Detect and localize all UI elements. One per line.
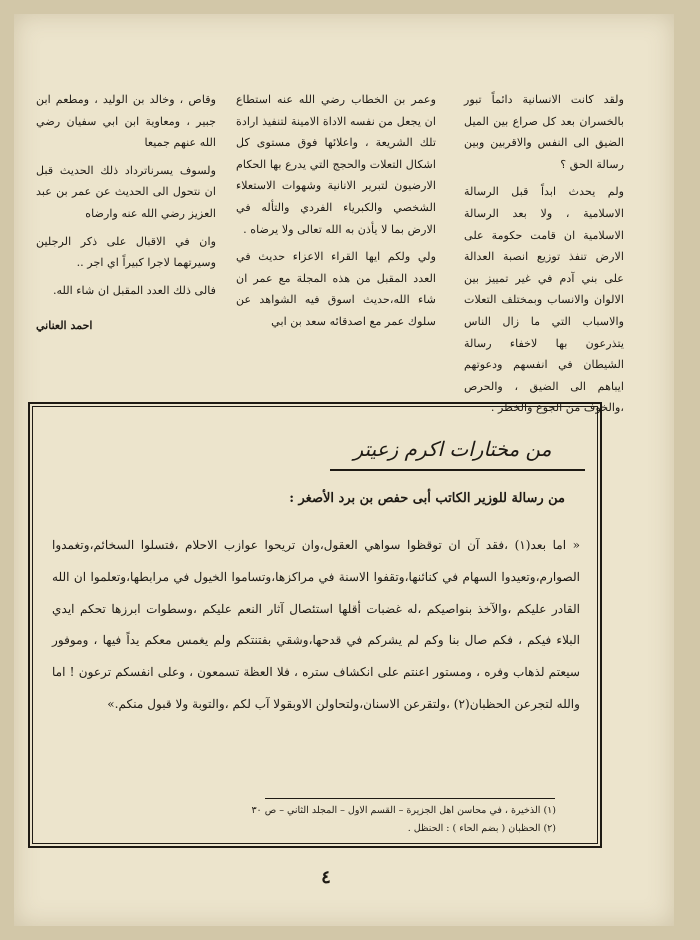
paragraph: وان في الاقبال على ذكر الرجلين وسيرتهما لاجرا كبيراً اي اجر .. <box>36 234 216 270</box>
journal-page <box>14 14 674 926</box>
paragraph: ولم يحدث ابداً قبل الرسالة الاسلامية ، ولا بعد الرسالة الاسلامية ان قامت حكومة على الارض تنفذ توزيع انصبة العدالة على بني آدم في غير تمييز بين الالوان والانساب وبمختلف التعلات والاسباب التي ما زال الناس يتذرعون بها لاخفاء رسالة الشيطان في انفسهم ودعوتهم ايباهم الى الضيق ، والحرص ،والخوف من الجوع والخطر . <box>464 185 624 415</box>
paragraph: وعمر بن الخطاب رضي الله عنه استطاع ان يجعل من نفسه الاداة الامينة لتنفيذ ارادة تلك الشريعة ، واعلائها فوق مستوى كل اشكال التعلات والحجج التي يدرع بها الحكام الارضيون لتبرير الانانية وشهوات الاستعلاء الشخصي والكبرياء الفردي والتأله في الارض بما لا يأذن به الله تعالى ولا يرضاه . <box>236 93 436 236</box>
footnote: (١) الذخيرة ، في محاسن اهل الجزيرة – القسم الاول – المجلد الثاني – ص ٣٠ <box>251 805 556 816</box>
paragraph: فالى ذلك العدد المقبل ان شاء الله. <box>52 283 216 297</box>
page-number: ٤ <box>321 867 331 888</box>
box-subheading: من رسالة للوزير الكاتب أبى حفص بن برد الأصغر : <box>289 491 565 506</box>
footnote-divider <box>265 798 555 799</box>
box-title: من مختارات اكرم زعيتر <box>353 437 552 461</box>
paragraph: ولي ولكم ايها القراء الاعزاء حديث في العدد المقبل من هذه المجلة مع عمر ان شاء الله،حديث اسوق فيه الشواهد عن سلوك عمر مع اصدقائه سعد بن ابي <box>236 250 436 328</box>
footnote: (٢) الحظبان ( بضم الحاء ) : الحنظل . <box>407 823 556 834</box>
footnotes <box>130 802 556 838</box>
article-column-left <box>36 89 216 337</box>
paragraph: وقاص ، وخالد بن الوليد ، ومطعم ابن جبير ، ومعاوية ابن ابي سفيان رضي الله عنهم جميعا <box>36 93 216 150</box>
article-column-right <box>464 89 624 425</box>
selection-box <box>28 402 602 848</box>
paragraph: ولقد كانت الانسانية دائماً تبور بالخسران بعد كل صراع بين الميل الضيق الى النفس والاقربين وبين رسالة الحق ؟ <box>464 93 624 171</box>
title-underline <box>330 469 585 471</box>
paragraph: ولسوف يسرناترداد ذلك الحديث قبل ان نتحول الى الحديث عن عمر بن عبد العزيز رضي الله عنه وارضاه <box>36 163 216 220</box>
quoted-letter: « اما بعد(١) ،فقد آن ان توقظوا سواهي العقول،وان تريحوا عوازب الاحلام ،فتسلوا السخائم،وتغمدوا الصوارم،وتعيدوا السهام في كنائنها،وتقفوا الاسنة في مراكزها،وتساموا الخيول في مرابطها،وتعلموا ان الله القادر عليكم ،والآخذ بنواصيكم ،له غضبات أقلها استئصال آثار النعم عليكم ،وسطوات ابرزها تحكم ايدي البلاء فيكم ، فكم صال بنا وكم لم يشركم في قدحها،وشقي بفتنتكم ولم يغمس معكم يداً فيها ، وموفور سيعتم لذهاب وفره ، ومستور اعنتم على انكشاف ستره ، فلا العظة تسمعون ، وعلى انفسكم ترعون ! اما والله لتجرعن الحظبان(٢) ،ولتقرعن الاسنان،ولتحاولن الاوبقولا آب لكم ،والتوبة ولا قبول منكم.» <box>52 538 580 711</box>
author-signature: احمد العناني <box>36 319 93 333</box>
article-column-middle <box>236 89 436 339</box>
